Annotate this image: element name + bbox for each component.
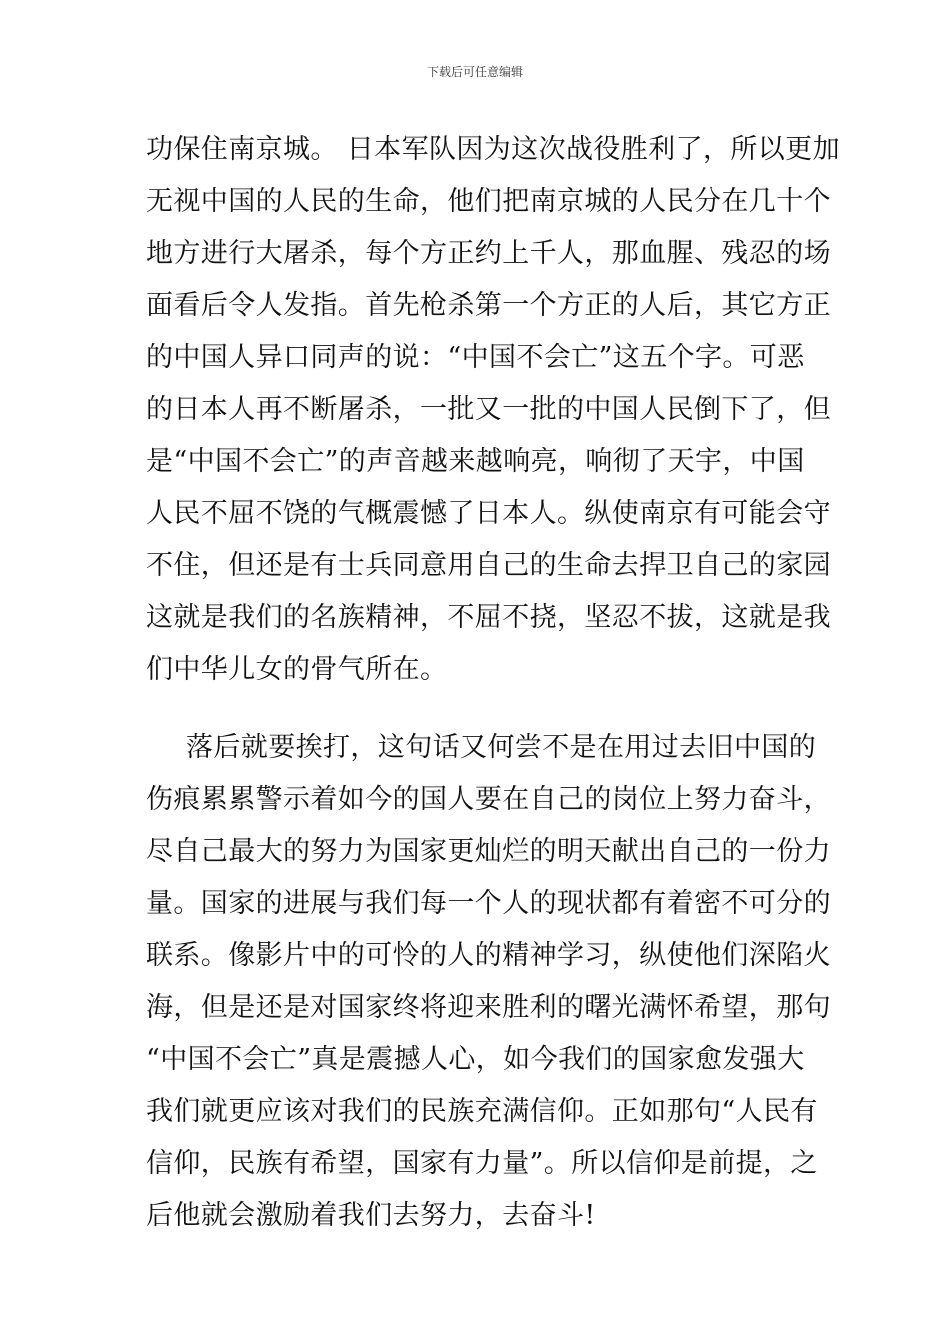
text-line: “中国不会亡”真是震撼人心，如今我们的国家愈发强大 (146, 1044, 805, 1075)
text-line: 量。国家的进展与我们每一个人的现状都有着密不可分的 (146, 888, 831, 919)
text-line: 无视中国的人民的生命，他们把南京城的人民分在几十个 (146, 186, 831, 217)
text-line: 面看后令人发指。首先枪杀第一个方正的人后，其它方正 (146, 290, 831, 321)
text-line: 地方进行大屠杀，每个方正约上千人，那血腥、残忍的场 (146, 238, 831, 269)
text-line: 是“中国不会亡”的声音越来越响亮，响彻了天宇，中国 (146, 446, 805, 477)
text-line: 功保住南京城。 日本军队因为这次战役胜利了，所以更加 (146, 134, 840, 165)
text-line: 的中国人异口同声的说：“中国不会亡”这五个字。可恶 (146, 342, 805, 373)
paragraph-1 (146, 124, 840, 696)
text-line: 我们就更应该对我们的民族充满信仰。正如那句“人民有 (146, 1096, 818, 1127)
paragraph-2 (146, 722, 831, 1242)
text-line: 落后就要挨打，这句话又何尝不是在用过去旧中国的 (186, 732, 817, 763)
text-line: 伤痕累累警示着如今的国人要在自己的岗位上努力奋斗， (146, 784, 831, 815)
text-line: 不住，但还是有士兵同意用自己的生命去捍卫自己的家园 (146, 550, 831, 581)
text-line: 尽自己最大的努力为国家更灿烂的明天献出自己的一份力 (146, 836, 831, 867)
text-line: 这就是我们的名族精神，不屈不挠，坚忍不拔，这就是我 (146, 602, 831, 633)
text-line: 们中华儿女的骨气所在。 (146, 654, 448, 685)
text-line: 联系。像影片中的可怜的人的精神学习，纵使他们深陷火 (146, 940, 831, 971)
text-line: 人民不屈不饶的气概震憾了日本人。纵使南京有可能会守 (146, 498, 831, 529)
page-header: 下载后可任意编辑 (426, 65, 523, 79)
text-line: 信仰，民族有希望，国家有力量”。所以信仰是前提，之 (146, 1148, 818, 1179)
text-line: 的日本人再不断屠杀，一批又一批的中国人民倒下了，但 (146, 394, 831, 425)
text-line: 后他就会激励着我们去努力，去奋斗! (146, 1200, 596, 1231)
text-line: 海，但是还是对国家终将迎来胜利的曙光满怀希望，那句 (146, 992, 831, 1023)
